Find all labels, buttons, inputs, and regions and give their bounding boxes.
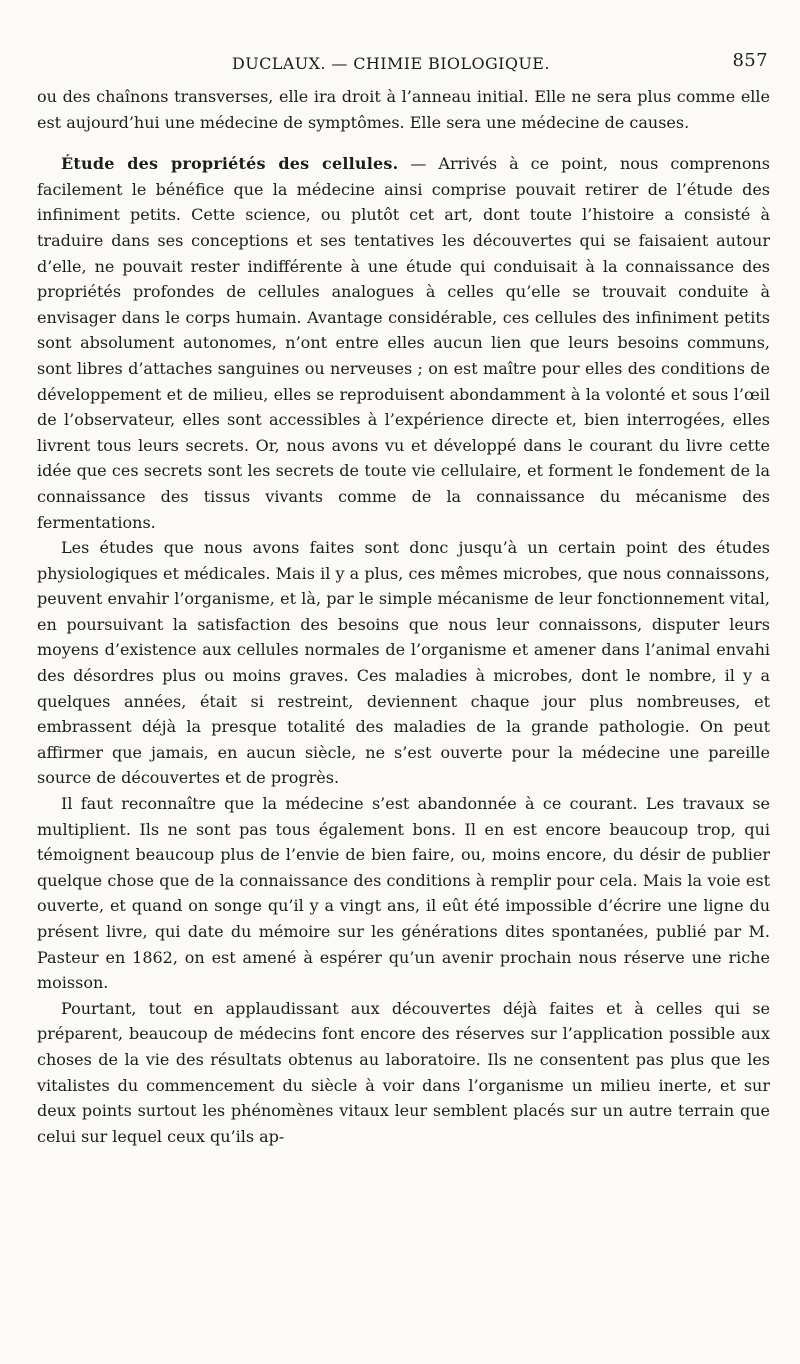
running-header xyxy=(37,50,770,84)
paragraph: Pourtant, tout en applaudissant aux découvertes déjà faites et à celles qui se préparent, beaucoup de médecins font encore des réserves sur l’application possible aux choses de la vie des résultats obtenus au laboratoire. Ils ne consentent pas plus que les vitalistes du commencement du siècle à voir dans l’organisme un milieu inerte, et sur deux points surtout les phénomènes vitaux leur semblent placés sur un autre terrain que celui sur lequel ceux qu’ils ap- xyxy=(37,998,770,1146)
paragraph-continuation: ou des chaînons transverses, elle ira droit à l’anneau initial. Elle ne sera plus comme elle est aujourd’hui une médecine de symptômes. Elle sera une médecine de causes. xyxy=(37,87,770,132)
page-number: 857 xyxy=(732,50,768,71)
running-title: DUCLAUX. — CHIMIE BIOLOGIQUE. xyxy=(232,54,550,73)
paragraph: Les études que nous avons faites sont donc jusqu’à un certain point des études physiologiques et médicales. Mais il y a plus, ces mêmes microbes, que nous connaissons, peuvent envahir l’organisme, et là, par le simple mécanisme de leur fonctionnement vital, en poursuivant la satisfaction des besoins que nous leur connaissons, disputer leurs moyens d’existence aux cellules normales de l’organisme et amener dans l’animal envahi des désordres plus ou moins graves. Ces maladies à microbes, dont le nombre, il y a quelques années, était si restreint, deviennent chaque jour plus nombreuses, et embrassent déjà la presque totalité des maladies de la grande pathologie. On peut affirmer que jamais, en aucun siècle, ne s’est ouverte pour la médecine une pareille source de découvertes et de progrès. xyxy=(37,538,770,788)
section-body-text: — Arrivés à ce point, nous comprenons facilement le bénéfice que la médecine ainsi comprise pouvait retirer de l’étude des infiniment petits. Cette science, ou plutôt cet art, dont toute l’histoire a consisté à traduire dans ses conceptions et ses tentatives les découvertes qui se faisaient autour d’elle, ne pouvait rester indifférente à une étude qui conduisait à la connaissance des propriétés profondes de cellules analogues à celles qu’elle se trouvait conduite à envisager dans le corps humain. Avantage considérable, ces cellules des infiniment petits sont absolument autonomes, n’ont entre elles aucun lien que leurs besoins communs, sont libres d’attaches sanguines ou nerveuses ; on est maître pour elles des conditions de développement et de milieu, elles se reproduisent abondamment à la volonté et sous l’œil de l’observateur, elles sont accessibles à l’expérience directe et, bien interrogées, elles livrent tous leurs secrets. Or, nous avons vu et développé dans le courant du livre cette idée que ces secrets sont les secrets de toute vie cellulaire, et forment le fondement de la connaissance des tissus vivants comme de la connaissance du mécanisme des fermentations. xyxy=(37,154,770,532)
paragraph-section-start xyxy=(37,151,770,535)
paragraph: Il faut reconnaître que la médecine s’est abandonnée à ce courant. Les travaux se multiplient. Ils ne sont pas tous également bons. Il en est encore beaucoup trop, qui témoignent beaucoup plus de l’envie de bien faire, ou, moins encore, du désir de publier quelque chose que de la connaissance des conditions à remplir pour cela. Mais la voie est ouverte, et quand on songe qu’il y a vingt ans, il eût été impossible d’écrire une ligne du présent livre, qui date du mémoire sur les générations dites spontanées, publié par M. Pasteur en 1862, on est amené à espérer qu’un avenir prochain nous réserve une riche moisson. xyxy=(37,794,770,993)
body-text xyxy=(37,84,770,1149)
section-heading: Étude des propriétés des cellules. xyxy=(61,154,399,174)
